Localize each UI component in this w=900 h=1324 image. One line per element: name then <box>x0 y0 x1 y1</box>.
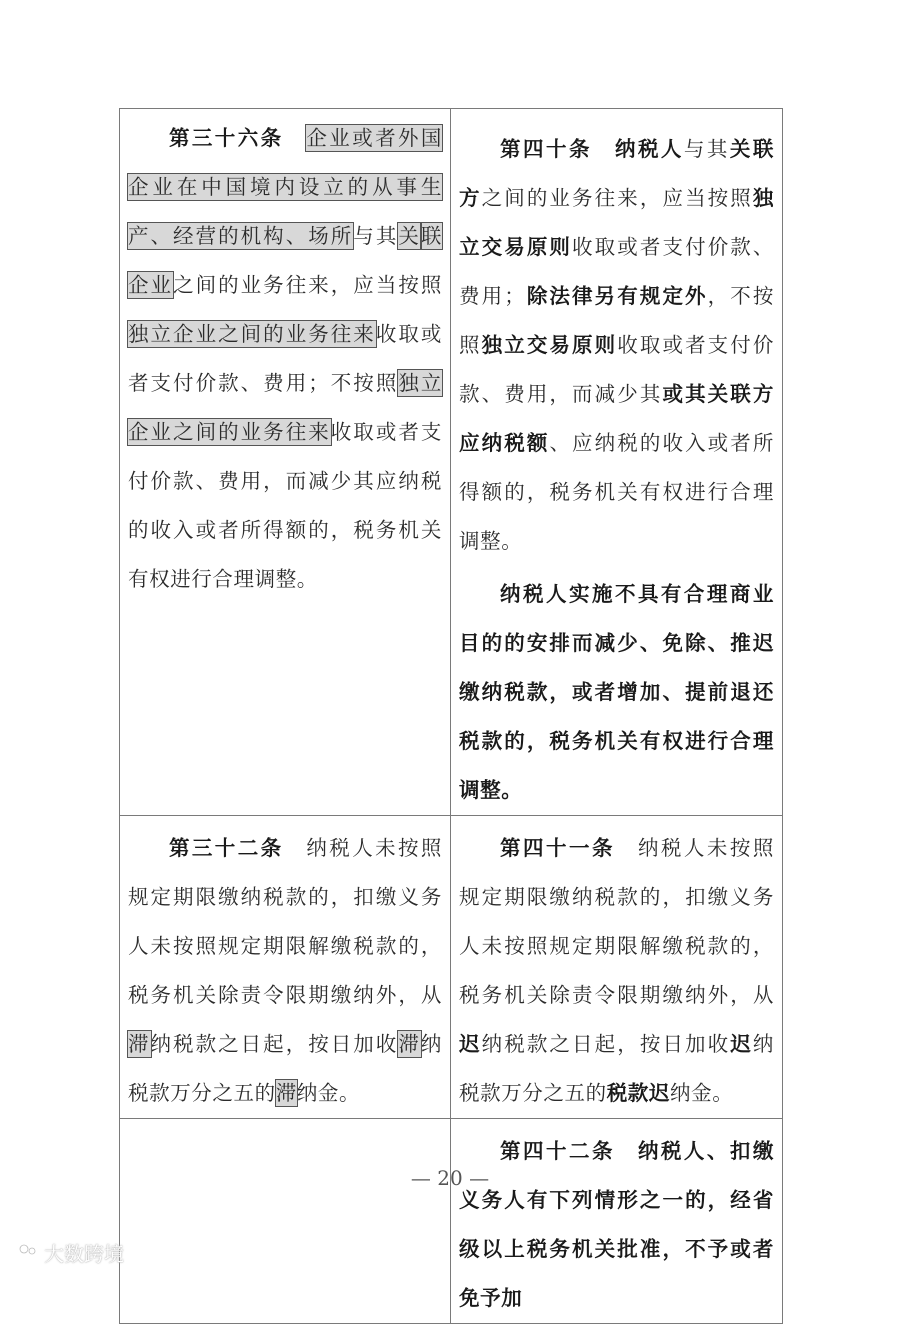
page-number: — 20 — <box>410 1166 490 1190</box>
text-segment: ，不按照 <box>459 284 774 357</box>
table-row-article-36-40 <box>120 109 783 816</box>
bold-text: 第四十二条 纳税人、扣缴义务人有下列情形之一的，经省级以上税务机关批准，不予或者免予加 <box>459 1139 774 1310</box>
highlighted-text: 企业之间的业务往来 <box>128 420 331 444</box>
text-segment: 与其 <box>353 224 399 248</box>
text-segment: 之间的业务往来，应当按照 <box>173 273 442 297</box>
table-row-article-32-41 <box>120 816 783 1119</box>
text-segment: 与其 <box>683 137 730 161</box>
text-segment: 之间的业务往来，应当按照 <box>481 186 753 210</box>
bold-text: 迟 <box>459 1032 482 1056</box>
new-text-cell <box>451 109 783 816</box>
article-paragraph <box>459 824 774 1118</box>
bold-text: 第三十二条 <box>169 836 284 860</box>
watermark-text: 大数跨境 <box>44 1242 124 1266</box>
bold-text: 独立交易原则 <box>459 186 774 259</box>
comparison-table-body <box>120 109 783 1324</box>
bold-text: 税款迟 <box>606 1081 671 1105</box>
bold-text: 除法律另有规定外 <box>525 284 708 308</box>
highlighted-text: 联企业 <box>128 224 442 297</box>
text-segment: 纳税款万分之五的 <box>128 1032 442 1105</box>
highlighted-text: 滞 <box>128 1032 151 1056</box>
bold-text: 纳税人 <box>614 137 684 161</box>
text-segment: 纳金。 <box>296 1081 361 1105</box>
watermark <box>8 1238 124 1267</box>
article-paragraph <box>459 125 774 566</box>
bold-text: 纳税人实施不具有合理商业目的的安排而减少、免除、推迟缴纳税款，或者增加、提前退还税款的，税务机关有权进行合理调整。 <box>459 582 774 802</box>
text-segment <box>592 137 615 161</box>
watermark-logo-icon <box>8 1241 38 1265</box>
highlighted-text: 独立 <box>398 371 443 395</box>
old-text-cell <box>120 816 451 1119</box>
highlighted-text: 独立企业之间的业务往来 <box>128 322 376 346</box>
bold-text: 迟 <box>730 1032 753 1056</box>
old-text-cell <box>120 109 451 816</box>
highlighted-text: 关 <box>398 224 421 248</box>
bold-text: 第三十六条 <box>169 126 284 150</box>
article-paragraph <box>459 1127 774 1323</box>
text-segment: 纳税款之日起，按日加收 <box>150 1032 399 1056</box>
new-text-cell <box>451 816 783 1119</box>
text-segment: 纳税款万分之五的 <box>459 1032 774 1105</box>
text-segment <box>284 126 307 150</box>
text-segment: 纳税人未按照规定期限缴纳税款的，扣缴义务人未按照规定期限解缴税款的，税务机关除责令限期缴纳外，从 <box>128 836 442 1007</box>
text-segment: 纳税人未按照规定期限缴纳税款的，扣缴义务人未按照规定期限解缴税款的，税务机关除责令限期缴纳外，从 <box>459 836 774 1007</box>
text-segment: 收取或者支付价款、费用； <box>459 235 775 308</box>
bold-text: 关联方 <box>459 137 774 210</box>
comparison-table <box>119 108 783 1324</box>
highlighted-text: 滞 <box>275 1081 297 1105</box>
highlighted-text: 企业或者外国企业在中国境内设立的从事生产、经营的机构、场所 <box>128 126 442 248</box>
bold-text: 第四十一条 <box>500 836 615 860</box>
bold-text: 或其关联方应纳税额 <box>459 382 774 455</box>
text-segment: 纳税款之日起，按日加收 <box>481 1032 731 1056</box>
text-segment: 收取或者支付价款、费用；不按照 <box>128 322 442 395</box>
old-text-cell <box>120 1119 451 1324</box>
text-segment: 、应纳税的收入或者所得额的，税务机关有权进行合理调整。 <box>459 431 775 553</box>
table-row-article-42 <box>120 1119 783 1324</box>
text-segment: 纳金。 <box>670 1081 734 1105</box>
bold-text: 第四十条 <box>500 137 592 161</box>
article-paragraph <box>128 824 442 1118</box>
article-paragraph <box>128 114 442 604</box>
text-segment: 收取或者支付价款、费用，而减少其 <box>459 333 774 406</box>
highlighted-text: 滞 <box>398 1032 421 1056</box>
text-segment: 收取或者支付价款、费用，而减少其应纳税的收入或者所得额的，税务机关有权进行合理调整。 <box>128 420 443 591</box>
bold-text: 独立交易原则 <box>481 333 618 357</box>
article-paragraph <box>459 570 774 815</box>
new-text-cell <box>451 1119 783 1324</box>
